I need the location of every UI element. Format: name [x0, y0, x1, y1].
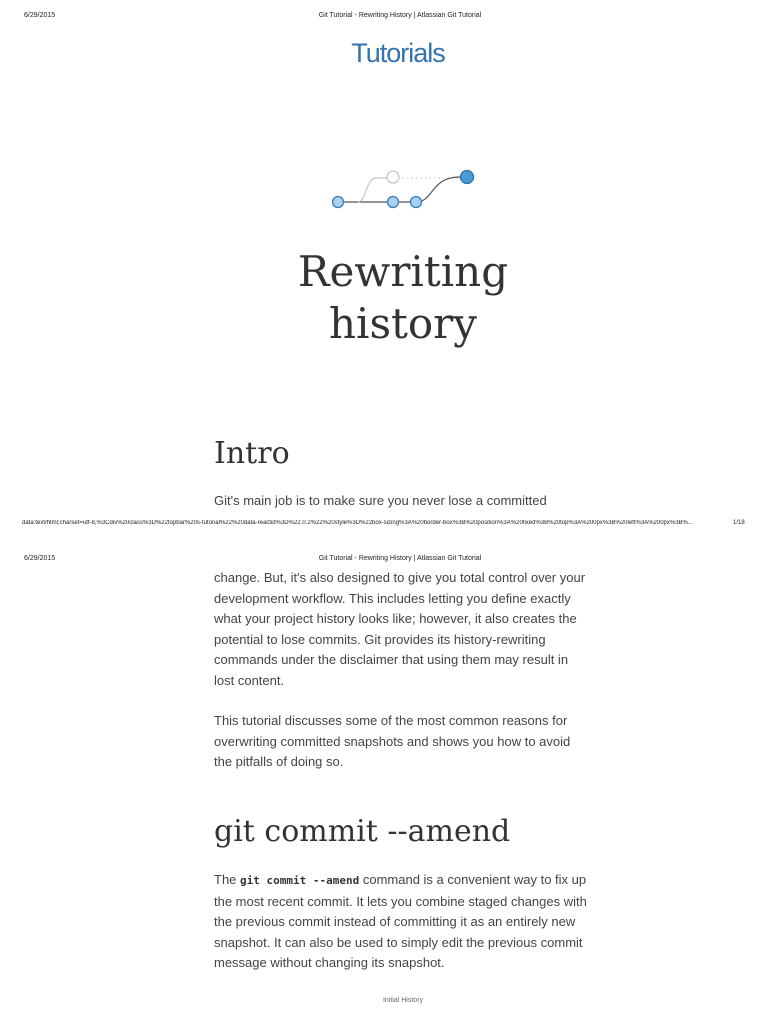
paragraph-line: the most recent commit. It lets you combine staged changes with [214, 893, 587, 909]
amend-heading: git commit --amend [214, 814, 511, 849]
intro-paragraph-2 [214, 711, 594, 773]
intro-paragraph-continued [214, 568, 594, 691]
print-date: 6/29/2015 [24, 12, 56, 19]
intro-paragraph-start [214, 491, 594, 512]
paragraph-line: the pitfalls of doing so. [214, 754, 344, 769]
paragraph-line: change. But, it's also designed to give you total control over your [214, 570, 586, 585]
inline-code: git commit --amend [240, 874, 360, 887]
paragraph-line: the previous commit instead of committing it as an entirely new [214, 914, 576, 929]
commit-graph-icon [326, 162, 476, 212]
print-page-title: Git Tutorial - Rewriting History | Atlassian Git Tutorial [318, 555, 482, 562]
paragraph-line: development workflow. This includes letting you define exactly [214, 590, 571, 606]
print-date: 6/29/2015 [24, 555, 56, 562]
intro-heading: Intro [214, 436, 290, 471]
page-title [0, 246, 768, 350]
print-page-title: Git Tutorial - Rewriting History | Atlassian Git Tutorial [318, 12, 482, 19]
page-title-line: history [328, 299, 477, 348]
page-title-line: Rewriting [297, 247, 509, 296]
paragraph-line: overwriting committed snapshots and shows you how to avoid [214, 733, 571, 749]
paragraph-line: snapshot. It can also be used to simply edit the previous commit [214, 934, 583, 950]
page-number: 1/18 [733, 520, 745, 526]
paragraph-line [214, 870, 594, 892]
paragraph-line: message without changing its snapshot. [214, 955, 445, 970]
amend-paragraph [214, 870, 594, 974]
text-run: The [214, 872, 241, 887]
figure-caption: Initial History [382, 997, 424, 1004]
paragraph-line: Git's main job is to make sure you never lose a committed [214, 493, 547, 508]
text-run: command is a convenient way to fix up [359, 872, 587, 887]
paragraph-line: potential to lose commits. Git provides its history-rewriting [214, 631, 546, 647]
paragraph-line: commands under the disclaimer that using them may result in [214, 652, 569, 667]
print-url: data:text/html;charset=utf-8,%3Cdiv%20class%3D%22topbar%20s-tutorial%22%20data-reactid%3D%22.0.2%22%20style%3D%22box-sizing%3A%20border-box%3B%20position%3A%20fixed%3B%20top%3A%200px%3B%20left%3A%200px%3B%... [22, 520, 693, 526]
tutorials-logo[interactable]: Tutorials [351, 38, 445, 68]
paragraph-line: This tutorial discusses some of the most common reasons for [214, 713, 568, 728]
paragraph-line: what your project history looks like; however, it also creates the [214, 611, 577, 626]
paragraph-line: lost content. [214, 672, 285, 688]
